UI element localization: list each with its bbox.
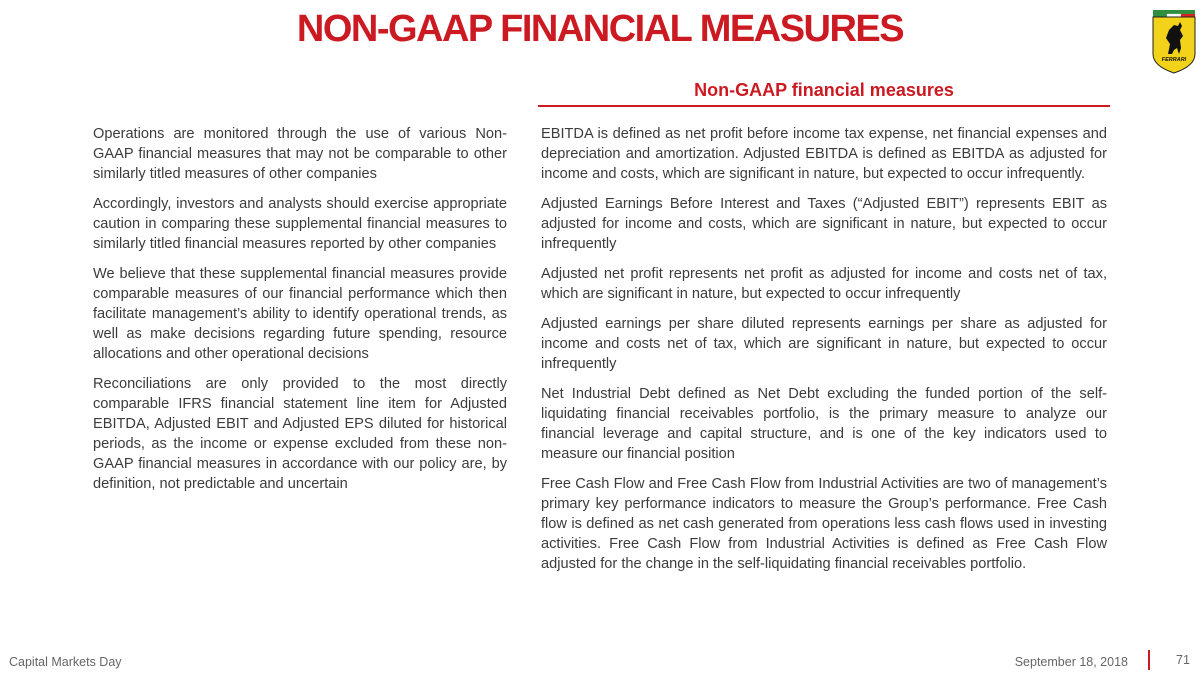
definition-net-industrial-debt: Net Industrial Debt defined as Net Debt excluding the funded portion of the self-liquidating financial receivables portfolio, is the primary measure to analyze our financial leverage and capital structure, and is one of the key indicators used to measure our financial position <box>541 386 1107 462</box>
paragraph: Operations are monitored through the use of various Non-GAAP financial measures that may not be comparable to other similarly titled measures of other companies <box>93 126 507 182</box>
page-number: 71 <box>1176 653 1190 667</box>
paragraph: Reconciliations are only provided to the most directly comparable IFRS financial statement line item for Adjusted EBITDA, Adjusted EBIT and Adjusted EPS diluted for historical periods, as the income or expense excluded from these non-GAAP financial measures in accordance with our policy are, by definition, not predictable and uncertain <box>93 376 507 492</box>
slide-title: NON-GAAP FINANCIAL MEASURES <box>296 8 904 50</box>
left-text-column <box>93 124 507 504</box>
definition-adjusted-eps: Adjusted earnings per share diluted represents earnings per share as adjusted for income and costs net of tax, which are significant in nature, but expected to occur infrequently <box>541 316 1107 372</box>
section-divider <box>538 105 1110 107</box>
footer-event: Capital Markets Day <box>9 655 122 669</box>
definition-adjusted-ebit: Adjusted Earnings Before Interest and Taxes (“Adjusted EBIT”) represents EBIT as adjusted for income and costs, which are significant in nature, but expected to occur infrequently <box>541 196 1107 252</box>
definition-free-cash-flow: Free Cash Flow and Free Cash Flow from Industrial Activities are two of management’s primary key performance indicators to measure the Group’s performance. Free Cash flow is defined as net cash generated from operations less cash flows used in investing activities. Free Cash Flow from Industrial Activities is defined as Free Cash Flow adjusted for the change in the self-liquidating financial receivables portfolio. <box>541 476 1107 572</box>
paragraph: Accordingly, investors and analysts should exercise appropriate caution in comparing these supplemental financial measures to similarly titled financial measures reported by other companies <box>93 196 507 252</box>
footer-date: September 18, 2018 <box>1014 655 1128 669</box>
section-heading: Non-GAAP financial measures <box>694 80 954 100</box>
definition-adjusted-net-profit: Adjusted net profit represents net profit as adjusted for income and costs net of tax, which are significant in nature, but expected to occur infrequently <box>541 266 1107 302</box>
definition-ebitda: EBITDA is defined as net profit before income tax expense, net financial expenses and depreciation and amortization. Adjusted EBITDA is defined as EBITDA as adjusted for income and costs, which are significant in nature, but expected to occur infrequently. <box>541 126 1107 182</box>
svg-text:FERRARI: FERRARI <box>1161 57 1187 63</box>
ferrari-logo <box>1152 10 1196 74</box>
paragraph: We believe that these supplemental financial measures provide comparable measures of our financial performance which then facilitate management’s ability to identify operational trends, as well as make decisions regarding future spending, resource allocations and other operational decisions <box>93 266 507 362</box>
right-text-column <box>541 124 1107 584</box>
footer-divider <box>1148 650 1150 670</box>
